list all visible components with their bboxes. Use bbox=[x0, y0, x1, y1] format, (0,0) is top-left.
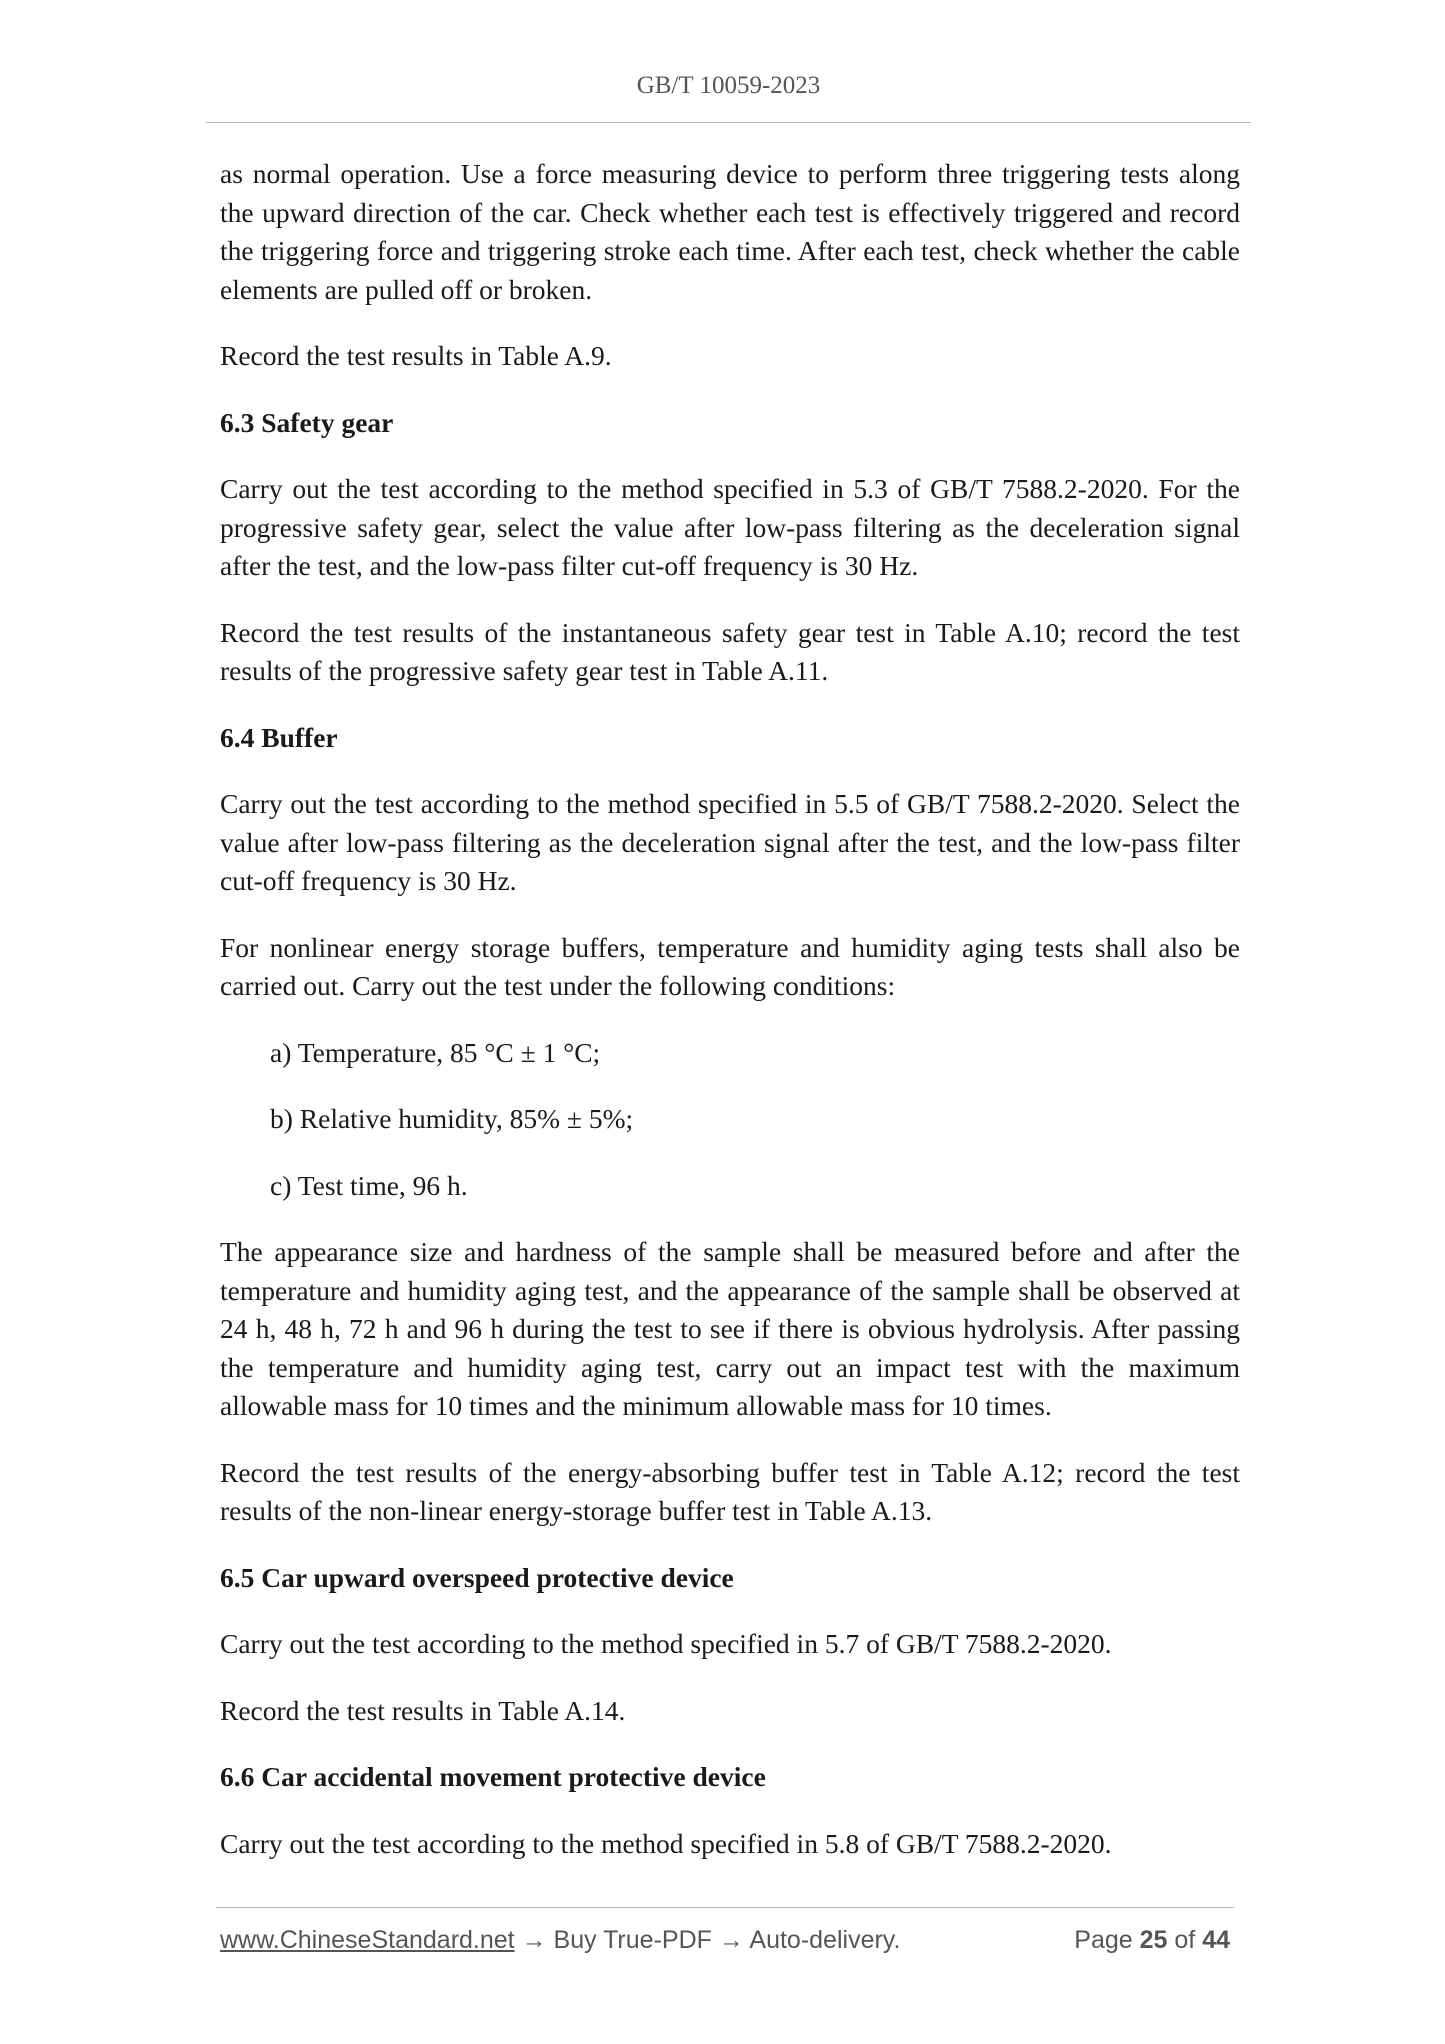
paragraph: Carry out the test according to the method specified in 5.8 of GB/T 7588.2-2020. bbox=[220, 1827, 1112, 1859]
section-heading-6-3: 6.3 Safety gear bbox=[220, 406, 394, 438]
page-header: GB/T 10059-2023 bbox=[636, 72, 821, 99]
paragraph: as normal operation. Use a force measuring device to perform three triggering tests along the upward direction of the car. Check whether each test is effectively triggered and record the triggering force and triggering stroke each time. After each test, check whether the cable elements are pulled off or broken. bbox=[220, 158, 1240, 305]
page-current: 25 bbox=[1139, 1926, 1168, 1954]
footer-promo bbox=[220, 1926, 900, 1955]
paragraph: Carry out the test according to the method specified in 5.7 of GB/T 7588.2-2020. bbox=[220, 1628, 1112, 1659]
header-divider bbox=[206, 122, 1251, 123]
page-label: Page bbox=[1074, 1926, 1133, 1954]
list-item-a: a) Temperature, 85 °C ± 1 °C; bbox=[270, 1036, 601, 1068]
paragraph: Record the test results of the instantaneous safety gear test in Table A.10; record the test results of the progressive safety gear test in Table A.11. bbox=[220, 616, 1240, 686]
page-total: 44 bbox=[1202, 1926, 1230, 1954]
page-of-label: of bbox=[1174, 1926, 1196, 1954]
paragraph: Carry out the test according to the method specified in 5.5 of GB/T 7588.2-2020. Select the value after low-pass filtering as the deceleration signal after the test, and the low-pass filter cut-off frequency is 30 Hz. bbox=[220, 788, 1240, 896]
footer-tagline: → Buy True-PDF → Auto-delivery. bbox=[514, 1926, 901, 1954]
website-link[interactable]: www.ChineseStandard.net bbox=[220, 1926, 515, 1954]
page-content bbox=[220, 155, 1240, 1891]
paragraph: Record the test results in Table A.14. bbox=[220, 1694, 626, 1726]
page-number bbox=[1074, 1926, 1230, 1955]
paragraph: Carry out the test according to the method specified in 5.3 of GB/T 7588.2-2020. For the progressive safety gear, select the value after low-pass filtering as the deceleration signal after the test, and the low-pass filter cut-off frequency is 30 Hz. bbox=[220, 473, 1240, 581]
section-heading-6-5: 6.5 Car upward overspeed protective device bbox=[220, 1561, 734, 1593]
list-item-b: b) Relative humidity, 85% ± 5%; bbox=[270, 1103, 634, 1134]
section-heading-6-4: 6.4 Buffer bbox=[220, 721, 338, 753]
paragraph: For nonlinear energy storage buffers, temperature and humidity aging tests shall also be carried out. Carry out the test under the following conditions: bbox=[220, 931, 1240, 1001]
paragraph: Record the test results of the energy-absorbing buffer test in Table A.12; record the test results of the non-linear energy-storage buffer test in Table A.13. bbox=[220, 1456, 1240, 1526]
paragraph: Record the test results in Table A.9. bbox=[220, 340, 612, 371]
footer-divider bbox=[216, 1907, 1234, 1908]
list-item-c: c) Test time, 96 h. bbox=[270, 1169, 468, 1201]
section-heading-6-6: 6.6 Car accidental movement protective device bbox=[220, 1761, 766, 1792]
paragraph: The appearance size and hardness of the sample shall be measured before and after the temperature and humidity aging test, and the appearance of the sample shall be observed at 24 h, 48 h, 72 h and 96 h during the test to see if there is obvious hydrolysis. After passing the temperature and humidity aging test, carry out an impact test with the maximum allowable mass for 10 times and the minimum allowable mass for 10 times. bbox=[220, 1236, 1240, 1421]
